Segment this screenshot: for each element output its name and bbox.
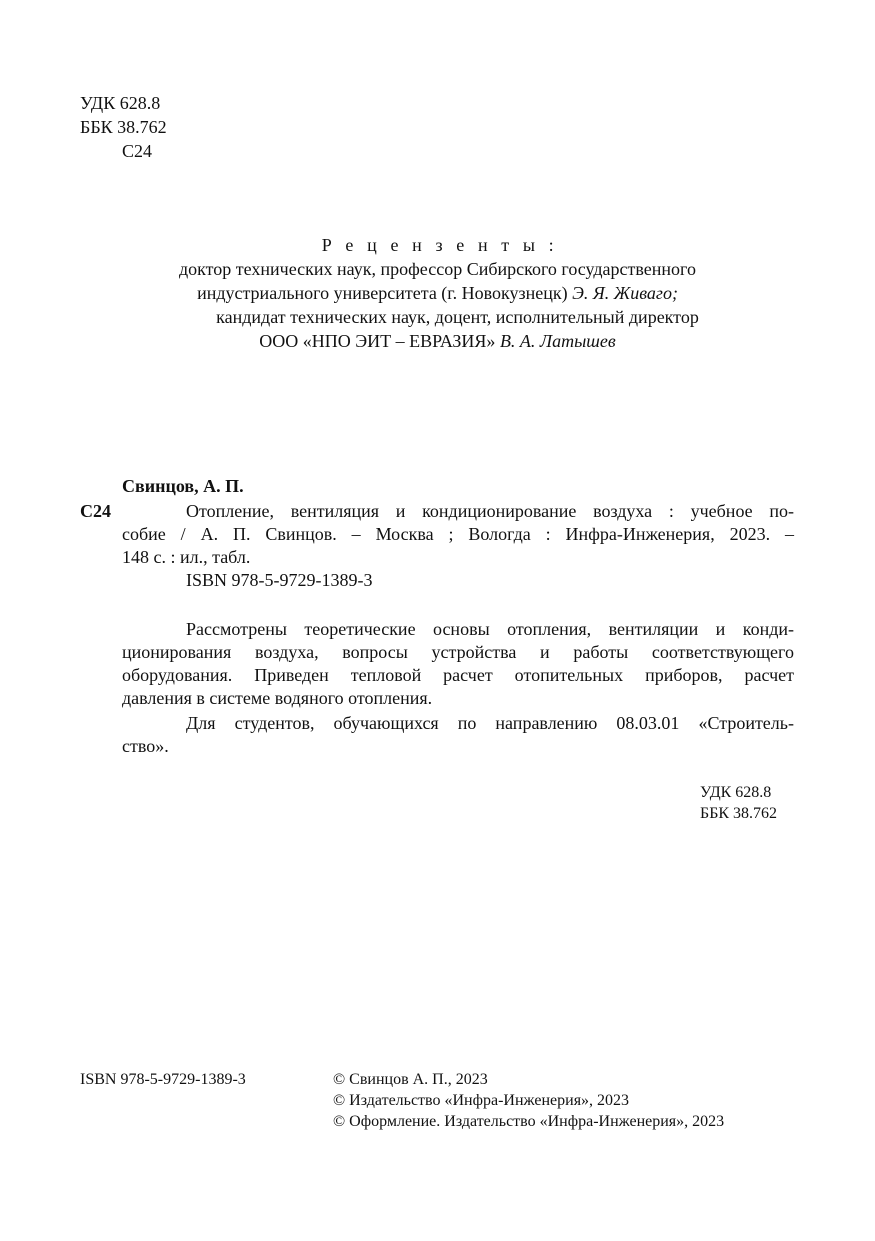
- catalog-line-2: собие / А. П. Свинцов. – Москва ; Вологда : Инфра-Инженерия, 2023. –: [122, 524, 794, 544]
- reviewer-name-zhivago: Э. Я. Живаго;: [572, 283, 678, 303]
- footer-isbn: ISBN 978-5-9729-1389-3: [80, 1071, 246, 1088]
- annotation-p1-line-2: ционирования воздуха, вопросы устройства и работы соответствующего: [122, 642, 794, 662]
- top-udk: УДК 628.8: [80, 93, 161, 113]
- reviewers-line-4: [80, 330, 795, 353]
- catalog-isbn: ISBN 978-5-9729-1389-3: [186, 570, 373, 590]
- catalog-line-1: Отопление, вентиляция и кондиционирование воздуха : учебное по-: [186, 501, 794, 521]
- annotation-p2-line-1: Для студентов, обучающихся по направлению 08.03.01 «Строитель-: [186, 713, 794, 733]
- footer-copyright-design: © Оформление. Издательство «Инфра-Инженерия», 2023: [333, 1113, 725, 1130]
- bottom-bbk: ББК 38.762: [700, 805, 778, 822]
- catalog-line-3: 148 с. : ил., табл.: [122, 547, 251, 567]
- catalog-mark: С24: [80, 501, 111, 521]
- reviewers-line-1: доктор технических наук, профессор Сибирского государственного: [179, 259, 696, 279]
- footer-copyright-author: © Свинцов А. П., 2023: [333, 1071, 488, 1088]
- footer-copyright-publisher: © Издательство «Инфра-Инженерия», 2023: [333, 1092, 630, 1109]
- annotation-p1-line-3: оборудования. Приведен тепловой расчет отопительных приборов, расчет: [122, 665, 794, 685]
- top-bbk: ББК 38.762: [80, 117, 167, 137]
- annotation-p1-line-1: Рассмотрены теоретические основы отопления, вентиляции и конди-: [186, 619, 794, 639]
- reviewers-heading: Р е ц е н з е н т ы :: [321, 235, 559, 255]
- reviewers-line-2: [80, 282, 795, 305]
- reviewer-name-latyshev: В. А. Латышев: [499, 331, 616, 351]
- reviewers-line-3: кандидат технических наук, доцент, исполнительный директор: [216, 307, 699, 327]
- reviewers-line-2-text: индустриального университета (г. Новокузнецк): [197, 283, 568, 303]
- top-author-mark: С24: [122, 141, 153, 161]
- bottom-udk: УДК 628.8: [700, 784, 772, 801]
- annotation-p1-line-4: давления в системе водяного отопления.: [122, 688, 433, 708]
- reviewers-line-4-text: ООО «НПО ЭИТ – ЕВРАЗИЯ»: [259, 331, 496, 351]
- catalog-author: Свинцов, А. П.: [122, 476, 244, 496]
- annotation-p2-line-2: ство».: [122, 736, 169, 756]
